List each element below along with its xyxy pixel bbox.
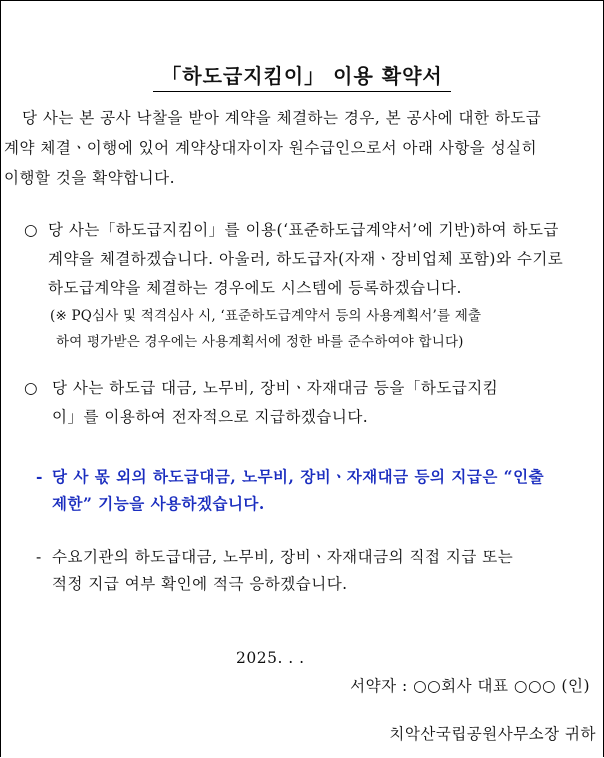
item1-note-1: (※ PQ심사 및 적격심사 시, ‘표준하도급계약서 등의 사용계획서’를 제출 <box>50 308 482 324</box>
sub2-line-2: 적정 지급 여부 확인에 적극 응하겠습니다. <box>52 575 348 593</box>
intro-line-3: 이행할 것을 확약합니다. <box>4 169 176 187</box>
item1-line-3: 하도급계약을 체결하는 경우에도 시스템에 등록하겠습니다. <box>48 279 462 297</box>
item2-bullet: ○ <box>24 379 39 397</box>
intro-line-1: 당 사는 본 공사 낙찰을 받아 계약을 체결하는 경우, 본 공사에 대한 하도급 <box>22 109 542 127</box>
intro-line-2: 계약 체결ㆍ이행에 있어 계약상대자이자 원수급인으로서 아래 사항을 성실히 <box>4 139 538 157</box>
sub1-line-1: 당 사 몫 외의 하도급대금, 노무비, 장비ㆍ자재대금 등의 지급은 “인출 <box>52 467 545 486</box>
sub1-line-2: 제한” 기능을 사용하겠습니다. <box>52 494 265 513</box>
sub1-dash: - <box>36 467 43 486</box>
item2-line-2: 이」를 이용하여 전자적으로 지급하겠습니다. <box>52 408 369 426</box>
item1-bullet: ○ <box>24 221 39 239</box>
recipient-line: 치악산국립공원사무소장 귀하 <box>389 725 596 743</box>
date-line: 2025. . . <box>236 649 305 667</box>
item1-note-2: 하여 평가받은 경우에는 사용계획서에 정한 바를 준수하여야 합니다) <box>56 334 464 350</box>
item1-line-2: 계약을 체결하겠습니다. 아울러, 하도급자(자재ㆍ장비업체 포함)와 수기로 <box>48 250 564 268</box>
signer-line: 서약자 : ○○회사 대표 ○○○ (인) <box>350 677 590 695</box>
title-text: 「하도급지킴이」 이용 확약서 <box>153 60 450 92</box>
item1-line-1: 당 사는「하도급지킴이」를 이용(‘표준하도급계약서’에 기반)하여 하도급 <box>48 221 559 239</box>
sub2-dash: - <box>36 548 42 566</box>
document-title <box>0 60 604 92</box>
item2-line-1: 당 사는 하도급 대금, 노무비, 장비ㆍ자재대금 등을「하도급지킴 <box>52 379 499 397</box>
sub2-line-1: 수요기관의 하도급대금, 노무비, 장비ㆍ자재대금의 직접 지급 또는 <box>52 548 514 566</box>
